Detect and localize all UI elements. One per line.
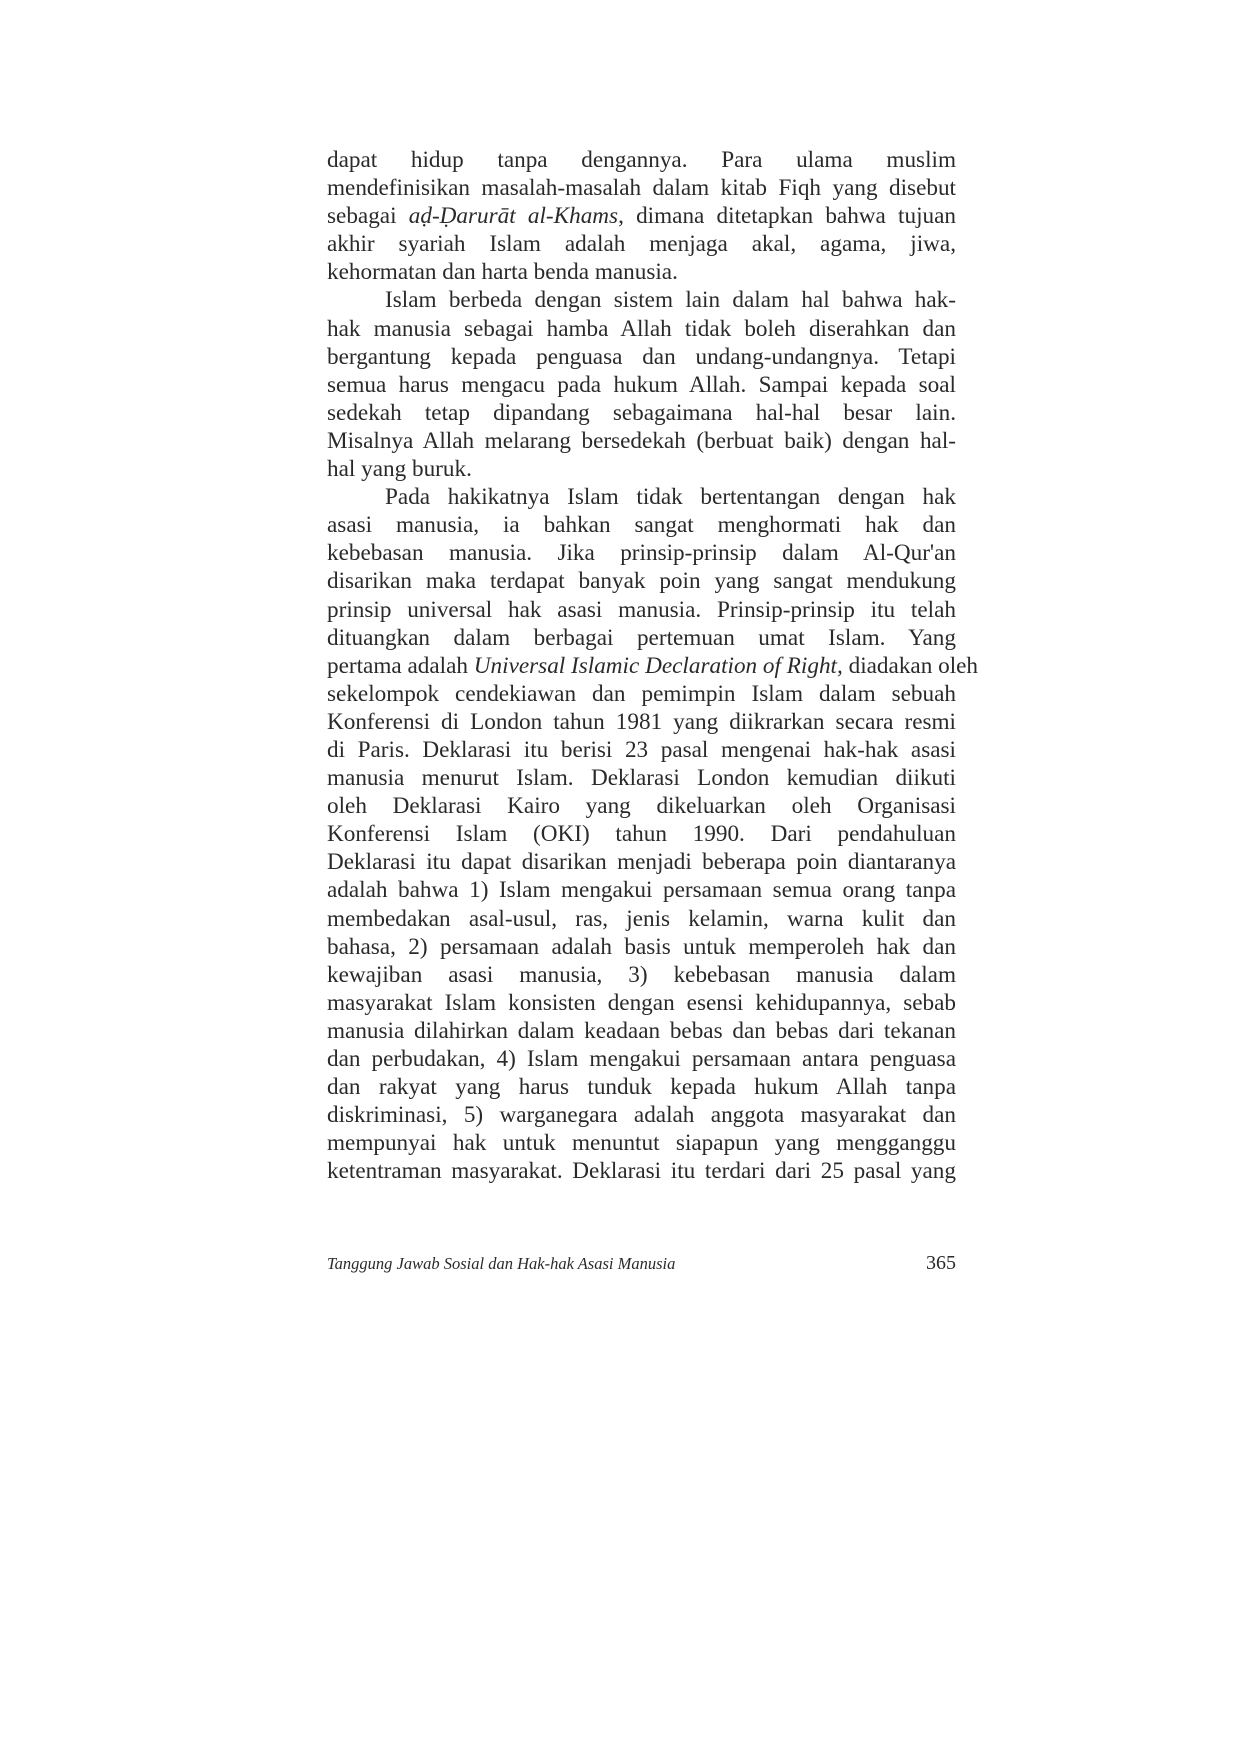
text-line: akhir syariah Islam adalah menjaga akal, agama, jiwa, bbox=[327, 231, 956, 258]
text-line: dituangkan dalam berbagai pertemuan umat Islam. Yang bbox=[327, 624, 956, 651]
page-number: 365 bbox=[926, 1252, 956, 1274]
text-line: Pada hakikatnya Islam tidak bertentangan dengan hak bbox=[385, 484, 956, 511]
text-segment: diadakan oleh bbox=[842, 652, 979, 679]
text-segment: sebagai bbox=[327, 203, 409, 230]
text-line: dan perbudakan, 4) Islam mengakui persamaan antara penguasa bbox=[327, 1046, 956, 1072]
text-line: Deklarasi itu dapat disarikan menjadi beberapa poin diantaranya bbox=[327, 849, 956, 876]
text-line: asasi manusia, ia bahkan sangat menghormati hak dan bbox=[327, 512, 956, 539]
text-line: adalah bahwa 1) Islam mengakui persamaan semua orang tanpa bbox=[327, 877, 956, 904]
text-line: masyarakat Islam konsisten dengan esensi kehidupannya, sebab bbox=[327, 989, 956, 1016]
text-line bbox=[327, 652, 979, 680]
text-line: Misalnya Allah melarang bersedekah (berbuat baik) dengan hal- bbox=[327, 427, 956, 454]
text-line: diskriminasi, 5) warganegara adalah anggota masyarakat dan bbox=[327, 1102, 956, 1129]
running-title: Tanggung Jawab Sosial dan Hak-hak Asasi Manusia bbox=[327, 1254, 676, 1273]
italic-term: Universal Islamic Declaration of Right, bbox=[473, 652, 843, 679]
text-line: kehormatan dan harta benda manusia. bbox=[327, 259, 678, 286]
text-segment: , dimana ditetapkan bahwa tujuan bbox=[618, 203, 957, 230]
text-line: Konferensi Islam (OKI) tahun 1990. Dari pendahuluan bbox=[327, 821, 956, 848]
text-segment: pertama adalah bbox=[327, 652, 474, 679]
text-line: bergantung kepada penguasa dan undang-undangnya. Tetapi bbox=[327, 343, 956, 370]
text-line: kewajiban asasi manusia, 3) kebebasan manusia dalam bbox=[327, 961, 956, 988]
text-line bbox=[327, 202, 956, 230]
text-line: Konferensi di London tahun 1981 yang diikrarkan secara resmi bbox=[327, 708, 956, 735]
text-line: sedekah tetap dipandang sebagaimana hal-hal besar lain. bbox=[327, 399, 956, 426]
text-line: dan rakyat yang harus tunduk kepada hukum Allah tanpa bbox=[327, 1074, 956, 1101]
text-line: manusia menurut Islam. Deklarasi London kemudian diikuti bbox=[327, 765, 956, 792]
text-line: mempunyai hak untuk menuntut siapapun yang mengganggu bbox=[327, 1130, 956, 1157]
text-line: Islam berbeda dengan sistem lain dalam hal bahwa hak- bbox=[385, 287, 956, 314]
text-line: di Paris. Deklarasi itu berisi 23 pasal mengenai hak-hak asasi bbox=[327, 736, 956, 763]
italic-term: aḍ-Ḍarurāt al-Khams bbox=[408, 203, 619, 230]
text-line: oleh Deklarasi Kairo yang dikeluarkan oleh Organisasi bbox=[327, 793, 956, 820]
text-line: semua harus mengacu pada hukum Allah. Sampai kepada soal bbox=[327, 371, 956, 398]
text-line: hak manusia sebagai hamba Allah tidak boleh diserahkan dan bbox=[327, 315, 956, 342]
body-text bbox=[327, 146, 979, 1185]
text-line: ketentraman masyarakat. Deklarasi itu terdari dari 25 pasal yang bbox=[327, 1158, 956, 1185]
text-line: bahasa, 2) persamaan adalah basis untuk memperoleh hak dan bbox=[327, 933, 956, 960]
page-footer bbox=[327, 1254, 956, 1280]
text-line: sekelompok cendekiawan dan pemimpin Islam dalam sebuah bbox=[327, 680, 956, 707]
text-line: membedakan asal-usul, ras, jenis kelamin, warna kulit dan bbox=[327, 905, 956, 932]
text-line: prinsip universal hak asasi manusia. Prinsip-prinsip itu telah bbox=[327, 596, 956, 623]
text-line: kebebasan manusia. Jika prinsip-prinsip dalam Al-Qur'an bbox=[327, 540, 956, 567]
text-line: disarikan maka terdapat banyak poin yang sangat mendukung bbox=[327, 568, 956, 595]
text-line: hal yang buruk. bbox=[327, 456, 472, 483]
text-line: mendefinisikan masalah-masalah dalam kitab Fiqh yang disebut bbox=[327, 175, 956, 202]
text-line: dapat hidup tanpa dengannya. Para ulama muslim bbox=[327, 147, 956, 173]
text-line: manusia dilahirkan dalam keadaan bebas dan bebas dari tekanan bbox=[327, 1017, 956, 1044]
